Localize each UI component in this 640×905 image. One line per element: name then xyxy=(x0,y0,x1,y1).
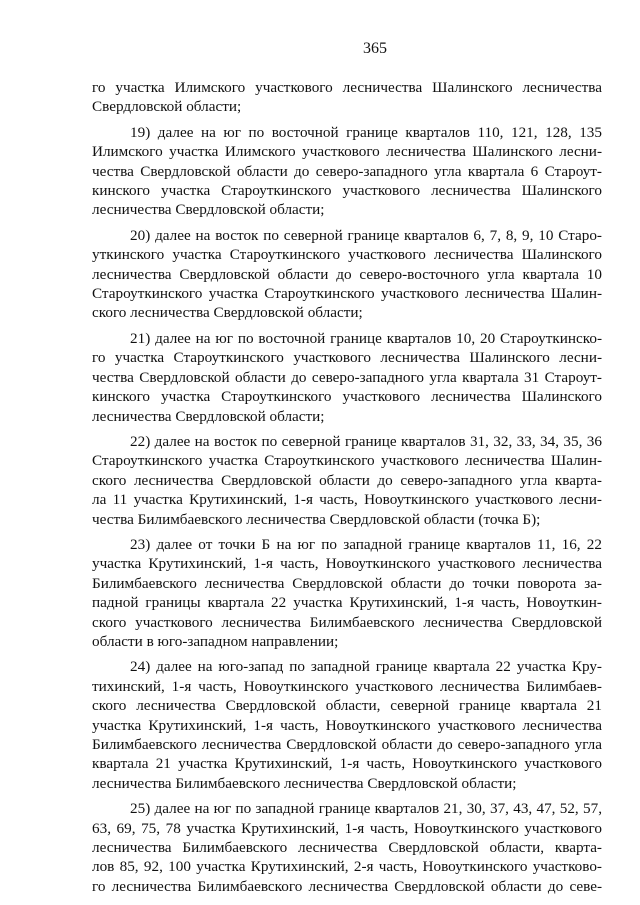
paragraph xyxy=(92,657,602,793)
text-line: 22) далее на восток по северной границе кварталов 31, 32, 33, 34, 35, 36 xyxy=(130,432,602,450)
text-line: лов 85, 92, 100 участка Крутихинский, 2-я часть, Новоуткинского участково- xyxy=(92,858,602,876)
text-line: Илимского участка Илимского участкового лесничества Шалинского лесни- xyxy=(92,143,602,161)
text-line: Билимбаевского лесничества Свердловской области до точки поворота за- xyxy=(92,574,602,592)
text-line: Староуткинского участка Староуткинского участкового лесничества Шалин- xyxy=(92,285,602,303)
text-line: кинского участка Староуткинского участкового лесничества Шалинского xyxy=(92,388,602,406)
document-body xyxy=(92,78,602,896)
paragraph xyxy=(92,799,602,896)
text-line: 19) далее на юг по восточной границе кварталов 110, 121, 128, 135 xyxy=(130,123,602,141)
page-number: 365 xyxy=(363,40,387,57)
text-line: 20) далее на восток по северной границе кварталов 6, 7, 8, 9, 10 Старо- xyxy=(130,226,602,244)
text-line: участка Крутихинский, 1-я часть, Новоуткинского участкового лесничества xyxy=(92,716,602,734)
text-line: го лесничества Билимбаевского лесничества Свердловской области до севе- xyxy=(92,877,602,895)
text-line: ского участкового лесничества Билимбаевского лесничества Свердловской xyxy=(92,613,602,631)
text-line: Староуткинского участка Староуткинского участкового лесничества Шалин- xyxy=(92,452,602,470)
text-line: тихинский, 1-я часть, Новоуткинского участкового лесничества Билимбаев- xyxy=(92,677,602,695)
text-line: чества Свердловской области до северо-западного угла квартала 6 Староут- xyxy=(92,162,602,180)
text-line: 21) далее на юг по восточной границе кварталов 10, 20 Староуткинско- xyxy=(130,329,602,347)
text-line: ского лесничества Свердловской области до северо-западного угла кварта- xyxy=(92,471,602,489)
text-line: 23) далее от точки Б на юг по западной границе кварталов 11, 16, 22 xyxy=(130,535,602,553)
paragraph xyxy=(92,535,602,651)
text-line: лесничества Свердловской области; xyxy=(92,407,325,425)
paragraph xyxy=(92,78,602,117)
text-line: области в юго-западном направлении; xyxy=(92,632,339,650)
text-line: ла 11 участка Крутихинский, 1-я часть, Новоуткинского участкового лесни- xyxy=(92,491,602,509)
text-line: чества Билимбаевского лесничества Свердловской области (точка Б); xyxy=(92,510,541,528)
text-line: го участка Илимского участкового лесничества Шалинского лесничества xyxy=(92,79,602,96)
text-line: 25) далее на юг по западной границе кварталов 21, 30, 37, 43, 47, 52, 57, xyxy=(130,800,602,818)
text-line: лесничества Свердловской области до северо-восточного угла квартала 10 xyxy=(92,265,602,283)
text-line: кинского участка Староуткинского участкового лесничества Шалинского xyxy=(92,182,602,200)
paragraph xyxy=(92,226,602,323)
text-line: Свердловской области; xyxy=(92,98,242,116)
text-line: ского лесничества Свердловской области; xyxy=(92,304,363,322)
text-line: уткинского участка Староуткинского участкового лесничества Шалинского xyxy=(92,246,602,264)
text-line: Билимбаевского лесничества Свердловской области до северо-западного угла xyxy=(92,736,602,753)
text-line: участка Крутихинский, 1-я часть, Новоуткинского участкового лесничества xyxy=(92,555,602,573)
text-line: чества Свердловской области до северо-западного угла квартала 31 Староут- xyxy=(92,368,602,386)
text-line: лесничества Свердловской области; xyxy=(92,201,325,219)
text-line: 63, 69, 75, 78 участка Крутихинский, 1-я часть, Новоуткинского участкового xyxy=(92,819,602,837)
text-line: 24) далее на юго-запад по западной границе квартала 22 участка Кру- xyxy=(130,658,602,676)
text-line: лесничества Билимбаевского лесничества Свердловской области, кварта- xyxy=(92,839,602,857)
text-line: лесничества Билимбаевского лесничества Свердловской области; xyxy=(92,774,517,792)
text-line: ского лесничества Свердловской области, северной границе квартала 21 xyxy=(92,697,602,715)
text-line: квартала 21 участка Крутихинский, 1-я часть, Новоуткинского участкового xyxy=(92,755,602,773)
paragraph xyxy=(92,123,602,220)
paragraph xyxy=(92,432,602,529)
text-line: падной границы квартала 22 участка Крутихинский, 1-я часть, Новоуткин- xyxy=(92,594,602,612)
text-line: го участка Староуткинского участкового лесничества Шалинского лесни- xyxy=(92,349,602,367)
paragraph xyxy=(92,329,602,426)
